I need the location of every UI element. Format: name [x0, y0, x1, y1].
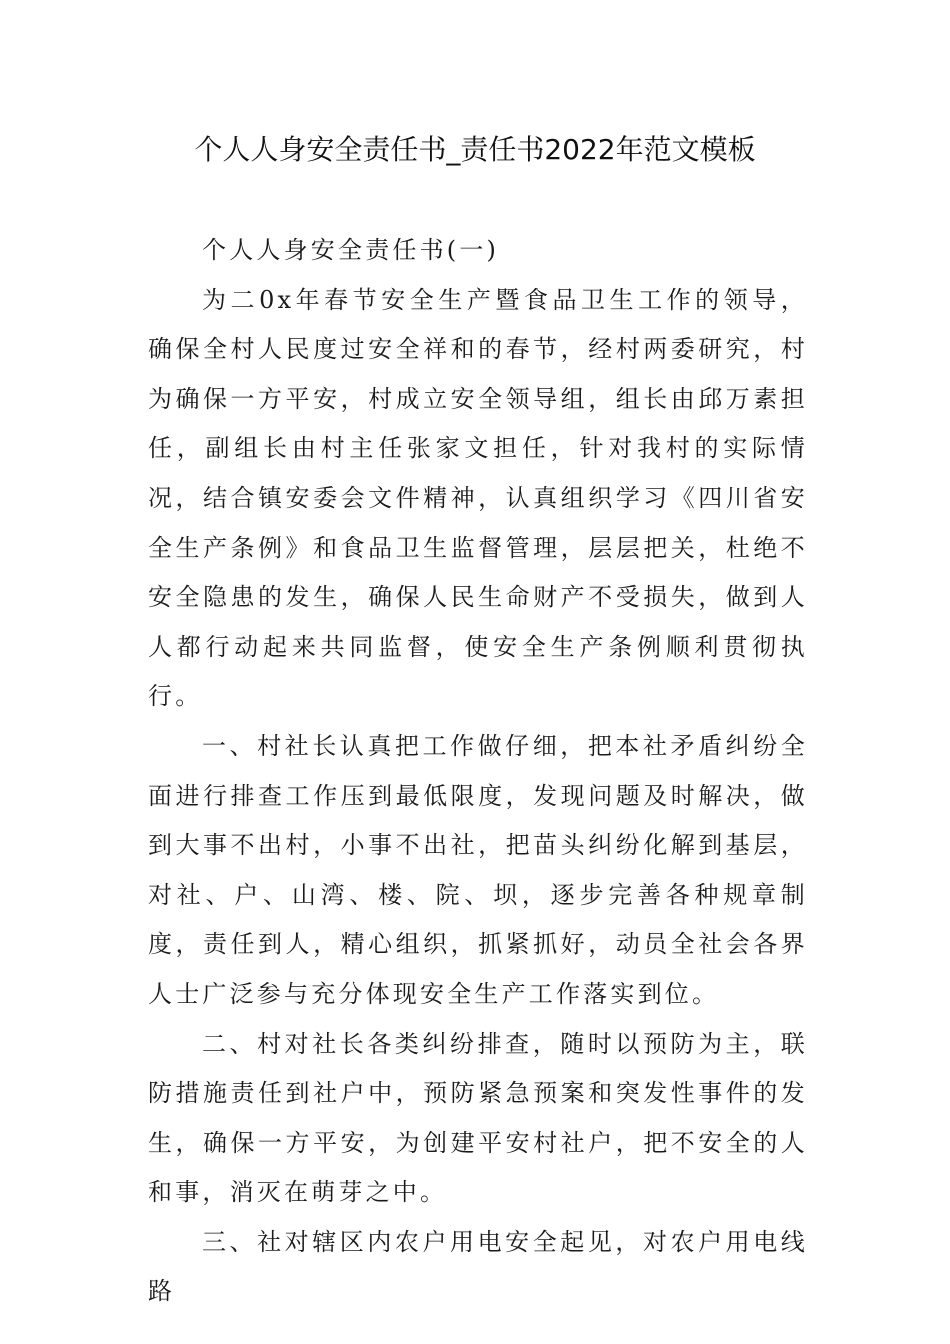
paragraph: 为二0x年春节安全生产暨食品卫生工作的领导，确保全村人民度过安全祥和的春节，经村两委研究，村为确保一方平安，村成立安全领导组，组长由邱万素担任，副组长由村主任张家文担任，针对我村的实际情况，结合镇安委会文件精神，认真组织学习《四川省安全生产条例》和食品卫生监督管理，层层把关，杜绝不安全隐患的发生，确保人民生命财产不受损失，做到人人都行动起来共同监督，使安全生产条例顺利贯彻执行。: [148, 285, 808, 711]
document-title: 个人人身安全责任书_责任书2022年范文模板: [194, 133, 756, 166]
section-heading: 个人人身安全责任书(一): [202, 236, 500, 264]
paragraph: 二、村对社长各类纠纷排查，随时以预防为主，联防措施责任到社户中，预防紧急预案和突发性事件的发生，确保一方平安，为创建平安村社户，把不安全的人和事，消灭在萌芽之中。: [148, 1029, 808, 1207]
document-body: [148, 226, 808, 1317]
paragraph: 三、社对辖区内农户用电安全起见，对农户用电线路: [148, 1227, 808, 1306]
paragraph: 一、村社长认真把工作做仔细，把本社矛盾纠纷全面进行排查工作压到最低限度，发现问题及时解决，做到大事不出村，小事不出社，把苗头纠纷化解到基层，对社、户、山湾、楼、院、坝，逐步完善各种规章制度，责任到人，精心组织，抓紧抓好，动员全社会各界人士广泛参与充分体现安全生产工作落实到位。: [148, 731, 808, 1008]
